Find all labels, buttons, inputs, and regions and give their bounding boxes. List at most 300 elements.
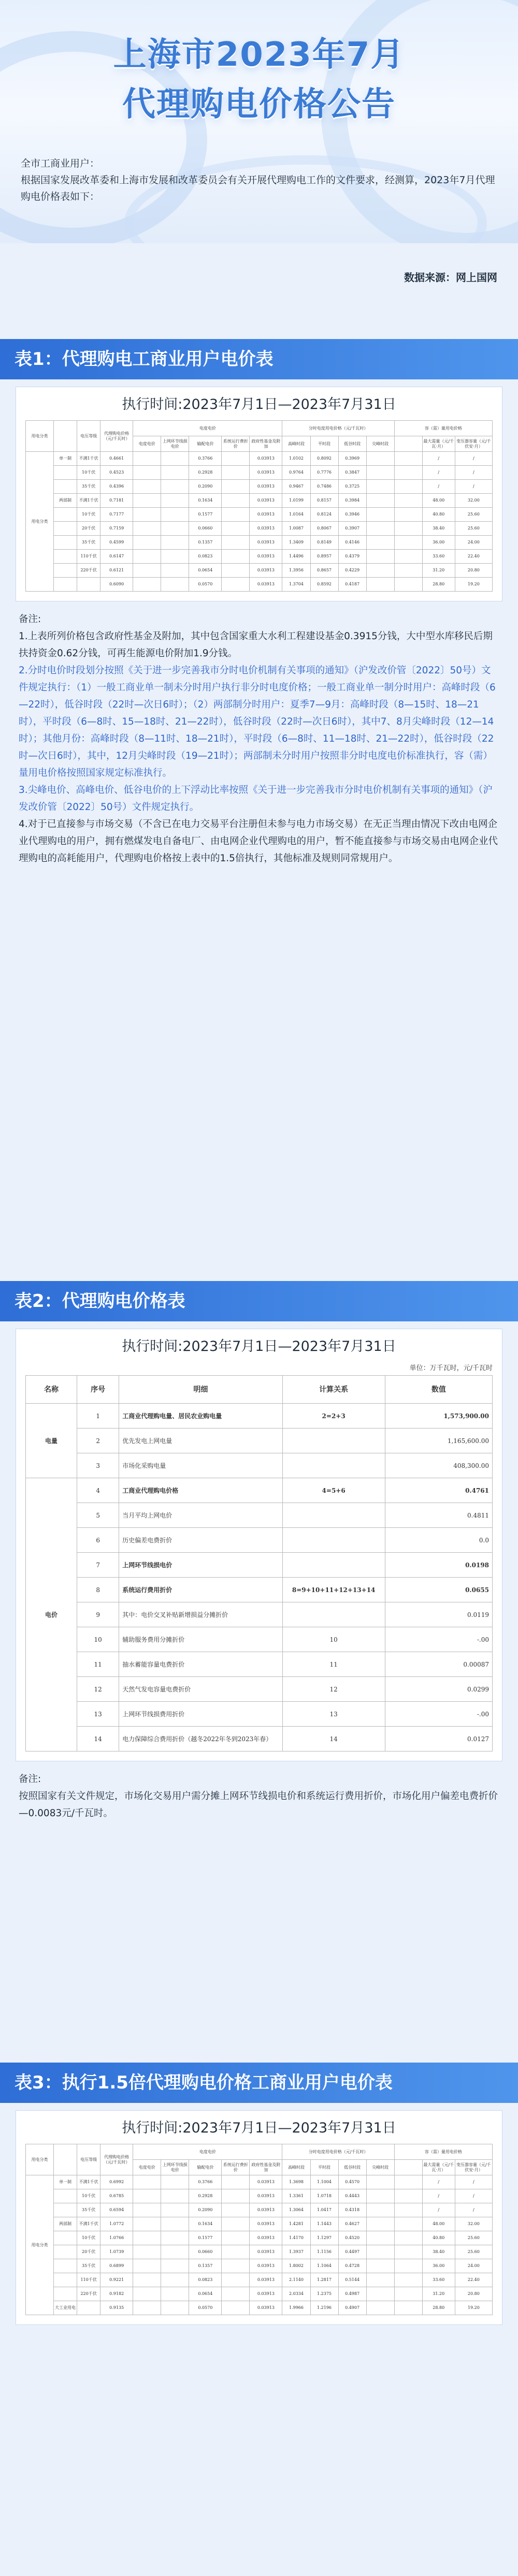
voltage-cell: 不满1千伏 (77, 452, 100, 466)
index-cell: 10 (77, 1627, 119, 1652)
value-cell: 0.00087 (385, 1652, 492, 1677)
hero-banner (0, 0, 518, 243)
system-fee-cell (222, 2301, 250, 2315)
max-demand-cell: 31.20 (422, 564, 455, 578)
index-cell: 4 (77, 1478, 119, 1503)
gov-fund-cell: 0.03913 (250, 2301, 282, 2315)
th-capacity-price: 容（需）量用电价格 (394, 2144, 492, 2160)
valley-cell: 0.5144 (338, 2273, 366, 2287)
th-tou-price: 分时电度用电价格（元/千瓦时） (282, 421, 394, 436)
detail-cell: 市场化采购电量 (119, 1453, 282, 1478)
th-blank (394, 2160, 422, 2175)
gov-fund-cell: 0.03913 (250, 2175, 282, 2189)
gov-fund-cell: 0.03913 (250, 508, 282, 522)
gov-fund-cell: 0.03913 (250, 2217, 282, 2231)
energy-cell (133, 2231, 161, 2245)
unit-label: 单位：万千瓦时，元/千瓦时 (409, 1364, 493, 1372)
voltage-cell: 不满1千伏 (77, 2217, 100, 2231)
voltage-cell (77, 578, 100, 592)
th-peak: 高峰时段 (282, 2160, 310, 2175)
intro-text (21, 155, 497, 205)
formula-cell (282, 1528, 385, 1553)
system-fee-cell (222, 522, 250, 536)
system-fee-cell (222, 550, 250, 564)
valley-cell: 0.3847 (338, 466, 366, 480)
transformer-cell: 24.00 (455, 536, 492, 550)
type-cell (54, 508, 77, 522)
value-cell: 0.0119 (385, 1602, 492, 1627)
price-table-1 (25, 420, 493, 592)
valley-cell: 0.3984 (338, 494, 366, 508)
formula-cell (282, 1429, 385, 1453)
transmission-cell: 0.3766 (189, 452, 222, 466)
th-tou-price: 分时电度用电价格（元/千瓦时） (282, 2144, 394, 2160)
index-cell: 7 (77, 1553, 119, 1578)
agency-price-cell: 1.0739 (100, 2245, 133, 2259)
sharp-cell (366, 522, 394, 536)
transmission-cell: 0.3766 (189, 2175, 222, 2189)
max-demand-cell: / (422, 452, 455, 466)
max-demand-cell: 48.00 (422, 2217, 455, 2231)
th-flat: 平时段 (310, 2160, 338, 2175)
max-demand-cell: / (422, 466, 455, 480)
transformer-cell: 25.60 (455, 522, 492, 536)
category-cell: 用电分类 (26, 2175, 54, 2315)
th-value: 数值 (385, 1376, 492, 1404)
note-title: 备注: (19, 1774, 41, 1785)
transformer-cell: 32.00 (455, 494, 492, 508)
valley-cell: 0.3946 (338, 508, 366, 522)
transmission-cell: 0.1577 (189, 2231, 222, 2245)
gov-fund-cell: 0.03913 (250, 2287, 282, 2301)
peak-cell: 1.3698 (282, 2175, 310, 2189)
category-cell: 用电分类 (26, 452, 54, 592)
type-cell (54, 2203, 77, 2217)
value-cell: 1,165,600.00 (385, 1429, 492, 1453)
th-sharp: 尖峰时段 (366, 2160, 394, 2175)
detail-cell: 其中：电价交叉补贴新增损益分摊折价 (119, 1602, 282, 1627)
blank-cell (394, 536, 422, 550)
max-demand-cell: 36.00 (422, 536, 455, 550)
flat-cell: 0.8092 (310, 452, 338, 466)
voltage-cell: 220千伏 (77, 564, 100, 578)
table-row (26, 1702, 493, 1727)
table-row (26, 536, 493, 550)
index-cell: 9 (77, 1602, 119, 1627)
execution-time: 执行时间:2023年7月1日—2023年7月31日 (122, 1338, 396, 1355)
gov-fund-cell: 0.03913 (250, 2273, 282, 2287)
line-loss-cell (161, 480, 189, 494)
line-loss-cell (161, 550, 189, 564)
transmission-cell: 0.0654 (189, 2287, 222, 2301)
line-loss-cell (161, 522, 189, 536)
price-table-2 (25, 1375, 493, 1751)
table-row (26, 522, 493, 536)
index-cell: 11 (77, 1652, 119, 1677)
detail-cell: 上网环节线损电价 (119, 1553, 282, 1578)
type-cell: 单一制 (54, 2175, 77, 2189)
th-detail: 明细 (119, 1376, 282, 1404)
voltage-cell: 10千伏 (77, 466, 100, 480)
table-row (26, 1478, 493, 1503)
flat-cell: 0.8592 (310, 578, 338, 592)
section-heading: 表1：代理购电工商业用户电价表 (0, 339, 518, 379)
gov-fund-cell: 0.03913 (250, 2189, 282, 2203)
voltage-cell: 35千伏 (77, 480, 100, 494)
index-cell: 2 (77, 1429, 119, 1453)
peak-cell: 1.0102 (282, 452, 310, 466)
voltage-cell: 220千伏 (77, 2287, 100, 2301)
index-cell: 3 (77, 1453, 119, 1478)
th-system-fee: 系统运行费折价 (222, 436, 250, 452)
max-demand-cell: 33.60 (422, 550, 455, 564)
transformer-cell: 20.80 (455, 2287, 492, 2301)
energy-cell (133, 2259, 161, 2273)
max-demand-cell: / (422, 2189, 455, 2203)
valley-cell: 0.4497 (338, 2245, 366, 2259)
th-voltage: 电压等级 (77, 421, 100, 452)
system-fee-cell (222, 466, 250, 480)
group-name-cell: 电价 (26, 1478, 77, 1751)
line-loss-cell (161, 2259, 189, 2273)
flat-cell: 0.7776 (310, 466, 338, 480)
table-row (26, 578, 493, 592)
peak-cell: 1.3937 (282, 2245, 310, 2259)
th-energy-price: 电度电价 (133, 421, 282, 436)
flat-cell: 1.1156 (310, 2245, 338, 2259)
peak-cell: 1.3361 (282, 2189, 310, 2203)
transmission-cell: 0.2090 (189, 480, 222, 494)
system-fee-cell (222, 2273, 250, 2287)
type-cell (54, 522, 77, 536)
th-gov-fund: 政府性基金及附加 (250, 2160, 282, 2175)
flat-cell: 0.8149 (310, 536, 338, 550)
gov-fund-cell: 0.03913 (250, 452, 282, 466)
table-row (26, 2245, 493, 2259)
max-demand-cell: 28.80 (422, 2301, 455, 2315)
system-fee-cell (222, 536, 250, 550)
line-loss-cell (161, 564, 189, 578)
gov-fund-cell: 0.03913 (250, 536, 282, 550)
blank-cell (394, 550, 422, 564)
peak-cell: 2.1140 (282, 2273, 310, 2287)
transmission-cell: 0.0660 (189, 522, 222, 536)
blank-cell (394, 2273, 422, 2287)
flat-cell: 1.1443 (310, 2217, 338, 2231)
type-cell: 大工业用电 (54, 2301, 77, 2315)
energy-cell (133, 2301, 161, 2315)
system-fee-cell (222, 480, 250, 494)
th-energy: 电度电价 (133, 2160, 161, 2175)
line-loss-cell (161, 536, 189, 550)
sharp-cell (366, 2203, 394, 2217)
data-source: 数据来源：网上国网 (404, 271, 497, 284)
table-row (26, 1602, 493, 1627)
table-row (26, 1578, 493, 1602)
table-3-body (26, 2175, 493, 2315)
valley-cell: 0.4907 (338, 2301, 366, 2315)
formula-cell: 13 (282, 1702, 385, 1727)
transformer-cell: 22.40 (455, 2273, 492, 2287)
voltage-cell: 不满1千伏 (77, 2175, 100, 2189)
type-cell (54, 2231, 77, 2245)
table-row (26, 466, 493, 480)
th-line-loss: 上网环节线损电价 (161, 436, 189, 452)
table-row (26, 2259, 493, 2273)
index-cell: 8 (77, 1578, 119, 1602)
table-row (26, 564, 493, 578)
table-row (26, 494, 493, 508)
agency-price-cell: 0.6992 (100, 2175, 133, 2189)
blank-cell (394, 2203, 422, 2217)
gov-fund-cell: 0.03913 (250, 2245, 282, 2259)
transmission-cell: 0.1577 (189, 508, 222, 522)
peak-cell: 1.4496 (282, 550, 310, 564)
th-transmission: 输配电价 (189, 436, 222, 452)
agency-price-cell: 0.6785 (100, 2189, 133, 2203)
sharp-cell (366, 2231, 394, 2245)
blank-cell (394, 2189, 422, 2203)
note-2: 2.分时电价时段划分按照《关于进一步完善我市分时电价机制有关事项的通知》（沪发改价管〔2022〕50号）文件规定执行：（1）一般工商业单一制未分时用户执行非分时电度价格；一般工商业单一制分时用户：高峰时段（6—22时），低谷时段（22时—次日6时）；（2）两部制分时用户：夏季7—9月：高峰时段（8—15时、18—21时），平时段（6—8时、15—18时、21—22时），低谷时段（22时—次日6时），其中7、8月尖峰时段（12—14时）；其他月份：高峰时段（8—11时、18—21时），平时段（6—8时、11—18时、21—22时），低谷时段（22时—次日6时），其中，12月尖峰时段（19—21时）；两部制未分时用户按照非分时电度电价标准执行，容（需）量用电价格按照国家规定标准执行。 (19, 665, 496, 778)
agency-price-cell: 0.9221 (100, 2273, 133, 2287)
table-2-body (26, 1404, 493, 1751)
gov-fund-cell: 0.03913 (250, 466, 282, 480)
agency-price-cell: 0.4661 (100, 452, 133, 466)
gov-fund-cell: 0.03913 (250, 564, 282, 578)
th-peak: 高峰时段 (282, 436, 310, 452)
line-loss-cell (161, 2287, 189, 2301)
th-type (54, 2144, 77, 2175)
detail-cell: 历史偏差电费折价 (119, 1528, 282, 1553)
line-loss-cell (161, 2203, 189, 2217)
max-demand-cell: / (422, 2175, 455, 2189)
table-row (26, 2203, 493, 2217)
value-cell: 0.0655 (385, 1578, 492, 1602)
line-loss-cell (161, 2273, 189, 2287)
formula-cell (282, 1602, 385, 1627)
agency-price-cell: 0.4396 (100, 480, 133, 494)
type-cell (54, 2287, 77, 2301)
table-row (26, 2217, 493, 2231)
th-transformer: 变压器容量（元/千伏安·月） (455, 2160, 492, 2175)
value-cell: 0.0127 (385, 1727, 492, 1751)
th-capacity-price: 容（需）量用电价格 (394, 421, 492, 436)
agency-price-cell: 0.7177 (100, 508, 133, 522)
blank-cell (394, 466, 422, 480)
system-fee-cell (222, 2287, 250, 2301)
flat-cell: 0.8657 (310, 564, 338, 578)
value-cell: 0.4811 (385, 1503, 492, 1528)
peak-cell: 1.3704 (282, 578, 310, 592)
agency-price-cell: 0.6899 (100, 2259, 133, 2273)
index-cell: 14 (77, 1727, 119, 1751)
th-energy-price: 电度电价 (133, 2144, 282, 2160)
agency-price-cell: 0.9182 (100, 2287, 133, 2301)
transmission-cell: 0.0660 (189, 2245, 222, 2259)
energy-cell (133, 522, 161, 536)
page-title (0, 30, 518, 129)
peak-cell: 2.0334 (282, 2287, 310, 2301)
transformer-cell: 19.20 (455, 578, 492, 592)
table-card (16, 2110, 502, 2325)
voltage-cell: 20千伏 (77, 2245, 100, 2259)
energy-cell (133, 494, 161, 508)
peak-cell: 0.9467 (282, 480, 310, 494)
gov-fund-cell: 0.03913 (250, 550, 282, 564)
detail-cell: 电力保障综合费用折价（越冬2022年冬到2023年春） (119, 1727, 282, 1751)
type-cell (54, 466, 77, 480)
flat-cell: 0.8157 (310, 494, 338, 508)
system-fee-cell (222, 2231, 250, 2245)
line-loss-cell (161, 578, 189, 592)
table-row (26, 2287, 493, 2301)
transmission-cell: 0.1357 (189, 2259, 222, 2273)
index-cell: 5 (77, 1503, 119, 1528)
table-card (16, 1329, 502, 1761)
th-line-loss: 上网环节线损电价 (161, 2160, 189, 2175)
table-row (26, 480, 493, 494)
flat-cell: 1.0718 (310, 2189, 338, 2203)
system-fee-cell (222, 452, 250, 466)
value-cell: 0.4761 (385, 1478, 492, 1503)
gov-fund-cell: 0.03913 (250, 2231, 282, 2245)
energy-cell (133, 578, 161, 592)
index-cell: 12 (77, 1677, 119, 1702)
th-system-fee: 系统运行费折价 (222, 2160, 250, 2175)
table-row (26, 2273, 493, 2287)
gov-fund-cell: 0.03913 (250, 578, 282, 592)
detail-cell: 工商业代理购电量、居民农业购电量 (119, 1404, 282, 1429)
sharp-cell (366, 508, 394, 522)
th-transmission: 输配电价 (189, 2160, 222, 2175)
type-cell: 两部制 (54, 494, 77, 508)
price-table-3 (25, 2144, 493, 2315)
detail-cell: 抽水蓄能容量电费折价 (119, 1652, 282, 1677)
sharp-cell (366, 2189, 394, 2203)
type-cell (54, 578, 77, 592)
system-fee-cell (222, 508, 250, 522)
blank-cell (394, 480, 422, 494)
voltage-cell: 10千伏 (77, 2231, 100, 2245)
energy-cell (133, 2189, 161, 2203)
formula-cell: 8=9+10+11+12+13+14 (282, 1578, 385, 1602)
transformer-cell: 25.60 (455, 2245, 492, 2259)
peak-cell: 1.8002 (282, 2259, 310, 2273)
transformer-cell: 25.60 (455, 2231, 492, 2245)
agency-price-cell: 1.0766 (100, 2231, 133, 2245)
value-cell: 0.0299 (385, 1677, 492, 1702)
th-valley: 低谷时段 (338, 2160, 366, 2175)
line-loss-cell (161, 466, 189, 480)
agency-price-cell: 0.9135 (100, 2301, 133, 2315)
blank-cell (394, 2231, 422, 2245)
transmission-cell: 0.0654 (189, 564, 222, 578)
type-cell (54, 2259, 77, 2273)
sharp-cell (366, 452, 394, 466)
energy-cell (133, 466, 161, 480)
table-row (26, 1453, 493, 1478)
type-cell (54, 2273, 77, 2287)
voltage-cell: 110千伏 (77, 2273, 100, 2287)
energy-cell (133, 2217, 161, 2231)
transformer-cell: 20.80 (455, 564, 492, 578)
gov-fund-cell: 0.03913 (250, 522, 282, 536)
type-cell: 两部制 (54, 2217, 77, 2231)
valley-cell: 0.4318 (338, 2203, 366, 2217)
energy-cell (133, 536, 161, 550)
blank-cell (394, 2175, 422, 2189)
blank-cell (394, 2245, 422, 2259)
voltage-cell: 不满1千伏 (77, 494, 100, 508)
peak-cell: 1.4170 (282, 2231, 310, 2245)
transmission-cell: 0.2928 (189, 466, 222, 480)
voltage-cell (77, 2301, 100, 2315)
formula-cell: 14 (282, 1727, 385, 1751)
flat-cell: 1.2196 (310, 2301, 338, 2315)
transformer-cell: 25.60 (455, 508, 492, 522)
line-loss-cell (161, 2175, 189, 2189)
table-row (26, 1727, 493, 1751)
detail-cell: 当月平均上网电价 (119, 1503, 282, 1528)
flat-cell: 1.2375 (310, 2287, 338, 2301)
formula-cell (282, 1503, 385, 1528)
valley-cell: 0.4627 (338, 2217, 366, 2231)
transmission-cell: 0.1357 (189, 536, 222, 550)
th-category: 用电分类 (26, 421, 54, 452)
section-table-2 (0, 1281, 518, 1822)
blank-cell (394, 494, 422, 508)
max-demand-cell: / (422, 2203, 455, 2217)
table-1-body (26, 452, 493, 592)
flat-cell: 1.1297 (310, 2231, 338, 2245)
value-cell: -.00 (385, 1627, 492, 1652)
transmission-cell: 0.0823 (189, 550, 222, 564)
transformer-cell: 22.40 (455, 550, 492, 564)
value-cell: 1,573,900.00 (385, 1404, 492, 1429)
agency-price-cell: 0.7159 (100, 522, 133, 536)
peak-cell: 1.3409 (282, 536, 310, 550)
formula-cell: 12 (282, 1677, 385, 1702)
note-3: 3.尖峰电价、高峰电价、低谷电价的上下浮动比率按照《关于进一步完善我市分时电价机制有关事项的通知》（沪发改价管〔2022〕50号）文件规定执行。 (19, 785, 493, 813)
voltage-cell: 10千伏 (77, 508, 100, 522)
th-blank (394, 436, 422, 452)
type-cell (54, 2189, 77, 2203)
blank-cell (394, 578, 422, 592)
peak-cell: 1.0164 (282, 508, 310, 522)
transmission-cell: 0.0570 (189, 2301, 222, 2315)
blank-cell (394, 452, 422, 466)
execution-time: 执行时间:2023年7月1日—2023年7月31日 (122, 396, 396, 413)
th-energy: 电度电价 (133, 436, 161, 452)
detail-cell: 优先发电上网电量 (119, 1429, 282, 1453)
detail-cell: 工商业代理购电价格 (119, 1478, 282, 1503)
energy-cell (133, 452, 161, 466)
transformer-cell: / (455, 2189, 492, 2203)
system-fee-cell (222, 494, 250, 508)
peak-cell: 1.3956 (282, 564, 310, 578)
sharp-cell (366, 550, 394, 564)
formula-cell: 2=2+3 (282, 1404, 385, 1429)
table-row (26, 1677, 493, 1702)
value-cell: 0.0 (385, 1528, 492, 1553)
note-1: 按照国家有关文件规定，市场化交易用户需分摊上网环节线损电价和系统运行费用折价，市场化用户偏差电费折价—0.0083元/千瓦时。 (19, 1791, 498, 1819)
table-row (26, 1429, 493, 1453)
type-cell (54, 550, 77, 564)
sharp-cell (366, 578, 394, 592)
max-demand-cell: 31.20 (422, 2287, 455, 2301)
line-loss-cell (161, 2301, 189, 2315)
index-cell: 1 (77, 1404, 119, 1429)
